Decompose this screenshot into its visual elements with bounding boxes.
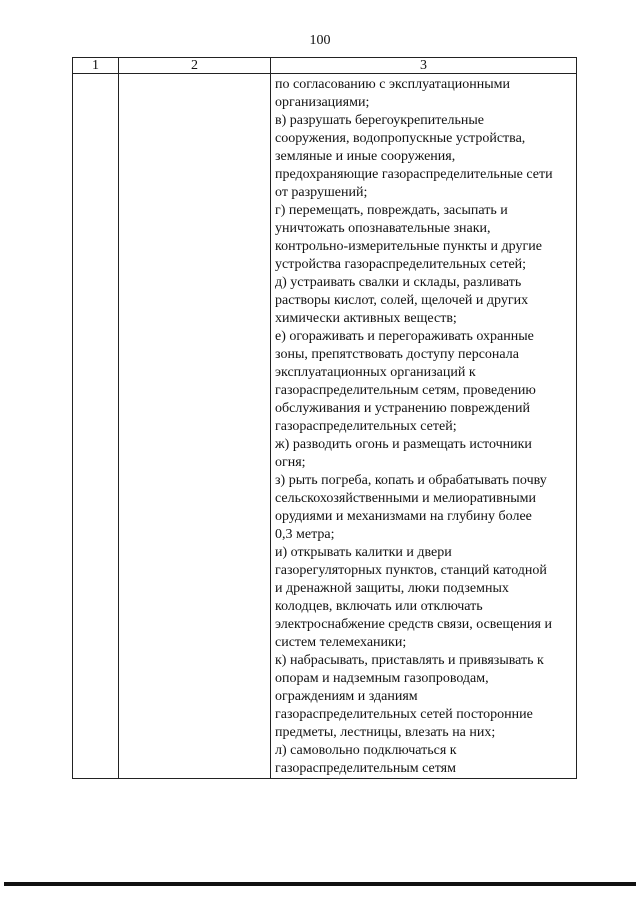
cell-col-2 (119, 74, 271, 779)
text-line: растворы кислот, солей, щелочей и других (275, 293, 529, 308)
text-line: и дренажной защиты, люки подземных (275, 581, 509, 596)
text-line: газораспределительным сетям, проведению (275, 383, 536, 398)
text-line: газорегуляторных пунктов, станций катодной (275, 563, 547, 578)
document-table (72, 57, 577, 779)
text-line: организациями; (275, 95, 370, 110)
header-col-3: 3 (271, 58, 577, 74)
text-line: г) перемещать, повреждать, засыпать и (275, 203, 508, 218)
text-line: по согласованию с эксплуатационными (275, 77, 510, 92)
text-line: сооружения, водопропускные устройства, (275, 131, 526, 146)
text-line: колодцев, включать или отключать (275, 599, 483, 614)
text-line: предохраняющие газораспределительные сети (275, 167, 553, 182)
text-line: огня; (275, 455, 306, 470)
text-line: к) набрасывать, приставлять и привязывать к (275, 653, 544, 668)
text-line: 0,3 метра; (275, 527, 335, 542)
text-line: устройства газораспределительных сетей; (275, 257, 527, 272)
text-line: систем телемеханики; (275, 635, 407, 650)
text-line: предметы, лестницы, влезать на них; (275, 725, 496, 740)
text-line: газораспределительных сетей; (275, 419, 457, 434)
text-line: ограждениям и зданиям (275, 689, 418, 704)
text-line: химически активных веществ; (275, 311, 457, 326)
text-line: электроснабжение средств связи, освещения и (275, 617, 552, 632)
text-line: сельскохозяйственными и мелиоративными (275, 491, 537, 506)
text-line: эксплуатационных организаций к (275, 365, 476, 380)
text-line: газораспределительных сетей посторонние (275, 707, 533, 722)
cell-col-3 (271, 74, 577, 779)
text-line: л) самовольно подключаться к (275, 743, 457, 758)
text-line: в) разрушать берегоукрепительные (275, 113, 485, 128)
text-line: з) рыть погреба, копать и обрабатывать почву (275, 473, 547, 488)
text-line: орудиями и механизмами на глубину более (275, 509, 532, 524)
text-line: контрольно-измерительные пункты и другие (275, 239, 542, 254)
bottom-rule (4, 882, 636, 886)
text-line: земляные и иные сооружения, (275, 149, 456, 164)
text-line: обслуживания и устранению повреждений (275, 401, 531, 416)
text-line: опорам и надземным газопроводам, (275, 671, 489, 686)
text-line: зоны, препятствовать доступу персонала (275, 347, 519, 362)
text-line: ж) разводить огонь и размещать источники (275, 437, 532, 452)
text-line: от разрушений; (275, 185, 368, 200)
text-line: уничтожать опознавательные знаки, (275, 221, 491, 236)
text-line: и) открывать калитки и двери (275, 545, 452, 560)
table-row (73, 74, 577, 779)
cell-col-1 (73, 74, 119, 779)
page-number: 100 (309, 33, 331, 48)
text-line: газораспределительным сетям (275, 761, 456, 776)
header-col-2: 2 (119, 58, 271, 74)
text-line: е) огораживать и перегораживать охранные (275, 329, 534, 344)
header-col-1: 1 (73, 58, 119, 74)
table-header-row (73, 58, 577, 74)
text-line: д) устраивать свалки и склады, разливать (275, 275, 522, 290)
